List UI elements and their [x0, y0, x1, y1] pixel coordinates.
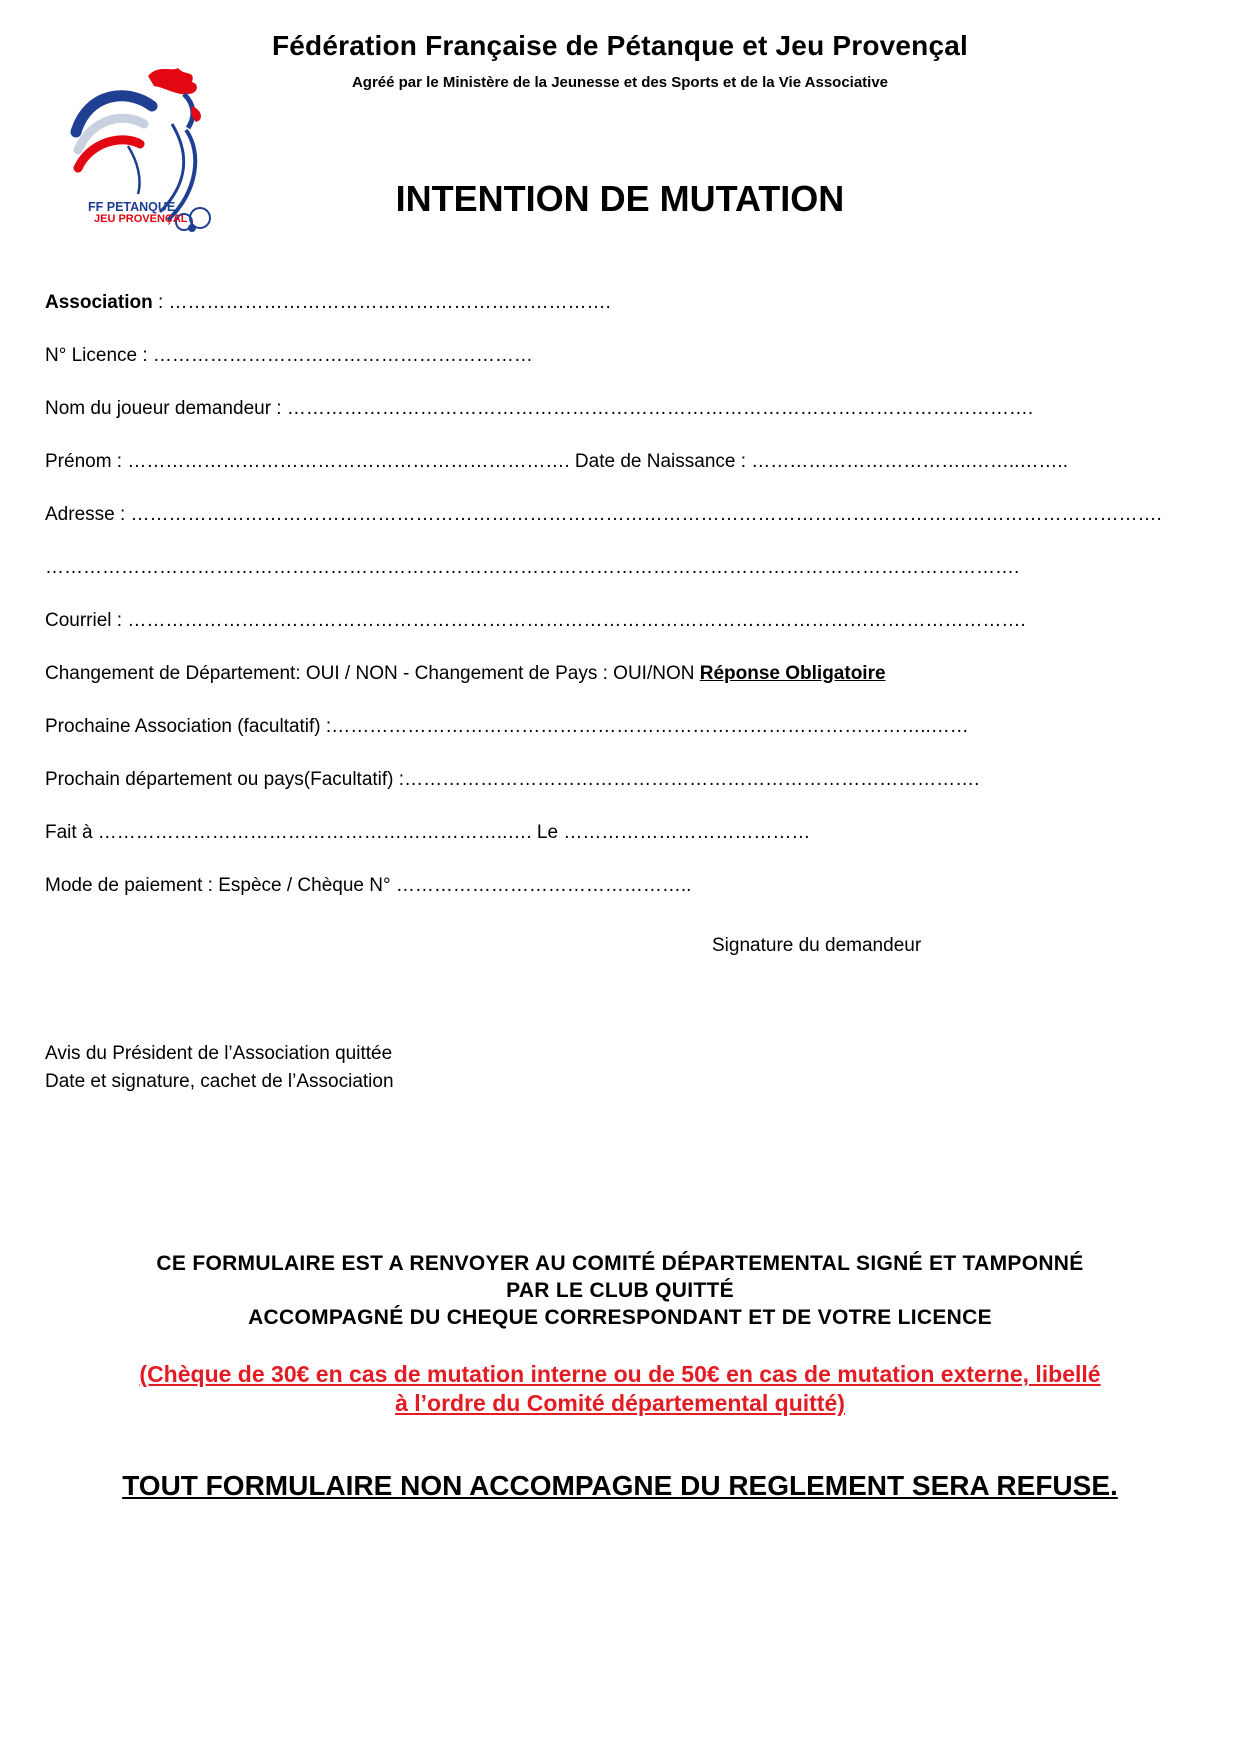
- president-opinion-line2: Date et signature, cachet de l’Association: [45, 1071, 394, 1092]
- address-continued-field[interactable]: ……………………………………………………………………………………………………………………………………….: [45, 557, 1020, 578]
- address-field[interactable]: Adresse : ……………………………………………………………………………………………………………………………………………….: [45, 504, 1162, 525]
- cheque-notice-line2: à l’ordre du Comité départemental quitté): [395, 1390, 845, 1416]
- payment-method-field[interactable]: Mode de paiement : Espèce / Chèque N° ………………………………………..: [45, 875, 692, 896]
- place-date-field[interactable]: Fait à ………………………………………………………..…. Le …………………………………: [45, 822, 811, 843]
- mandatory-answer-label: Réponse Obligatoire: [699, 663, 886, 684]
- federation-title: Fédération Française de Pétanque et Jeu Provençal: [271, 30, 969, 61]
- return-instructions: [60, 1250, 1180, 1331]
- return-instructions-line3: ACCOMPAGNÉ DU CHEQUE CORRESPONDANT ET DE VOTRE LICENCE: [248, 1306, 992, 1329]
- return-instructions-line1: CE FORMULAIRE EST A RENVOYER AU COMITÉ DÉPARTEMENTAL SIGNÉ ET TAMPONNÉ: [156, 1252, 1084, 1275]
- president-opinion-line1: Avis du Président de l’Association quittée: [45, 1043, 393, 1064]
- president-opinion-block: [45, 1040, 394, 1096]
- change-department-country-field[interactable]: [45, 664, 886, 683]
- email-field[interactable]: Courriel : …………………………………………………………………………………………………………………………….: [45, 610, 1026, 631]
- next-association-field[interactable]: Prochaine Association (facultatif) :…………………………………………………………………………………..……: [45, 716, 969, 737]
- return-instructions-line2: PAR LE CLUB QUITTÉ: [506, 1279, 734, 1302]
- association-field[interactable]: [45, 293, 611, 312]
- firstname-birthdate-field[interactable]: Prénom : ……………………………………………………………. Date de Naissance : ……………………………..……..……..: [45, 451, 1068, 472]
- association-blank: : …………………………………………………………….: [152, 292, 611, 313]
- association-label: Association: [45, 292, 153, 313]
- federation-subtitle: Agréé par le Ministère de la Jeunesse et des Sports et de la Vie Associative: [351, 74, 889, 91]
- licence-field[interactable]: N° Licence : ……………………………………………………: [45, 345, 533, 366]
- logo-text-ff-petanque: FF PETANQUE: [88, 200, 176, 214]
- player-name-field[interactable]: Nom du joueur demandeur : ……………………………………………………………………………………………………….: [45, 398, 1034, 419]
- next-department-field[interactable]: Prochain département ou pays(Facultatif) :……………………………………………………………………………….: [45, 769, 980, 790]
- document-title: INTENTION DE MUTATION: [395, 178, 845, 219]
- cheque-notice-line1: (Chèque de 30€ en cas de mutation interne ou de 50€ en cas de mutation externe, libellé: [139, 1361, 1101, 1387]
- change-question: Changement de Département: OUI / NON - Changement de Pays : OUI/NON: [45, 663, 700, 684]
- applicant-signature-label: Signature du demandeur: [712, 935, 922, 956]
- logo-text-jeu-provencal: JEU PROVENÇAL: [94, 213, 188, 225]
- cheque-amount-notice: [60, 1360, 1180, 1418]
- refusal-warning: TOUT FORMULAIRE NON ACCOMPAGNE DU REGLEMENT SERA REFUSE.: [122, 1470, 1118, 1501]
